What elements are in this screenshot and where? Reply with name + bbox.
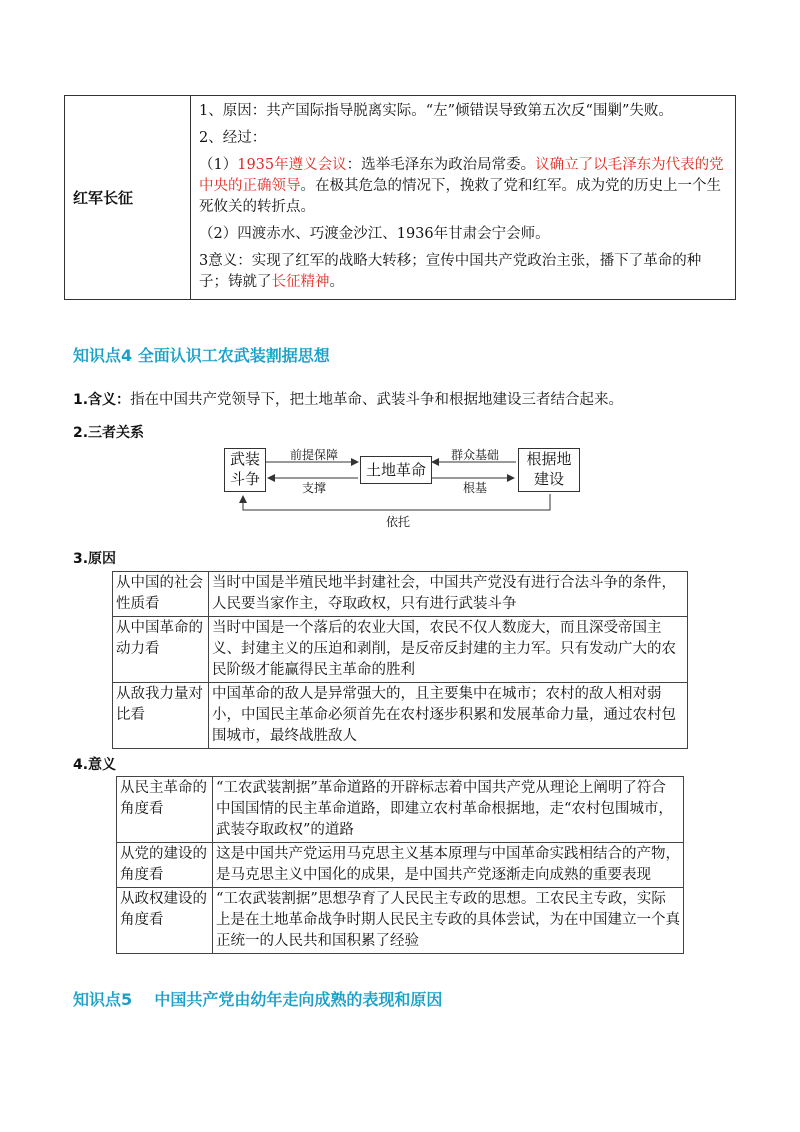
section4-relation-label: 2.三者关系 [73, 425, 145, 441]
long-march-table [64, 95, 736, 300]
table-row [117, 888, 684, 954]
reason-key: 从中国的社会性质看 [113, 572, 209, 617]
significance-table [116, 776, 684, 954]
relation-diagram [218, 442, 588, 532]
long-march-label: 红军长征 [65, 96, 191, 300]
section4-title: 知识点4 全面认识工农武装割据思想 [73, 346, 330, 365]
reason-value: 中国革命的敌人是异常强大的，且主要集中在城市；农村的敌人相对弱小，中国民主革命必须首先在农村逐步积累和发展革命力量，通过农村包围城市，最终战胜敌人 [209, 683, 688, 749]
label-premise: 前提保障 [289, 448, 338, 462]
significance-value: “工农武装割据”革命道路的开辟标志着中国共产党从理论上阐明了符合中国国情的民主革命道路，即建立农村革命根据地，走“农村包围城市，武装夺取政权”的道路 [213, 777, 684, 843]
significance-key: 从党的建设的角度看 [117, 843, 213, 888]
reason-key: 从敌我力量对比看 [113, 683, 209, 749]
section4-reasons-label: 3.原因 [73, 551, 117, 567]
label-support: 支撑 [301, 481, 326, 495]
significance-value: 这是中国共产党运用马克思主义基本原理与中国革命实践相结合的产物，是马克思主义中国化的成果，是中国共产党逐渐走向成熟的重要表现 [213, 843, 684, 888]
box-land-revolution: 土地革命 [360, 456, 432, 484]
long-march-content [191, 96, 736, 300]
table-row [113, 683, 688, 749]
long-march-spirit: 长征精神 [271, 274, 330, 290]
section5-title: 知识点5 中国共产党由幼年走向成熟的表现和原因 [73, 990, 443, 1009]
table-row [113, 617, 688, 683]
zunyi-leadership: 议确立了以毛泽东为代表的党中央的正确领导 [199, 157, 724, 194]
label-foundation: 根基 [462, 481, 487, 495]
reasons-table [112, 571, 688, 749]
zunyi-meeting: 1935年遵义会议 [237, 157, 347, 173]
label-mass-basis: 群众基础 [450, 448, 499, 462]
section4-significance-label: 4.意义 [73, 757, 117, 773]
long-march-route: （2）四渡赤水、巧渡金沙江、1936年甘肃会宁会师。 [199, 226, 550, 242]
table-row [117, 777, 684, 843]
reason-key: 从中国革命的动力看 [113, 617, 209, 683]
section4-meaning: 1.含义：指在中国共产党领导下，把土地革命、武装斗争和根据地建设三者结合起来。 [73, 392, 624, 408]
reason-value: 当时中国是半殖民地半封建社会，中国共产党没有进行合法斗争的条件，人民要当家作主，夺取政权，只有进行武装斗争 [209, 572, 688, 617]
long-march-process-title: 2、经过： [199, 130, 267, 146]
box-base-construction: 根据地 建设 [518, 448, 580, 492]
significance-value: “工农武装割据”思想孕育了人民民主专政的思想。工农民主专政，实际上是在土地革命战争时期人民民主专政的具体尝试，为在中国建立一个真正统一的人民共和国积累了经验 [213, 888, 684, 954]
significance-key: 从政权建设的角度看 [117, 888, 213, 954]
table-row [113, 572, 688, 617]
long-march-significance: 3意义：实现了红军的战略大转移；宣传中国共产党政治主张，播下了革命的种子；铸就了长征精神。 [199, 253, 702, 290]
table-row [117, 843, 684, 888]
significance-key: 从民主革命的角度看 [117, 777, 213, 843]
long-march-zunyi: （1）1935年遵义会议：选举毛泽东为政治局常委。议确立了以毛泽东为代表的党中央的正确领导。在极其危急的情况下，挽救了党和红军。成为党的历史上一个生死攸关的转折点。 [199, 157, 724, 215]
reason-value: 当时中国是一个落后的农业大国，农民不仅人数庞大，而且深受帝国主义、封建主义的压迫和剥削，是反帝反封建的主力军。只有发动广大的农民阶级才能赢得民主革命的胜利 [209, 617, 688, 683]
label-reliance: 依托 [385, 515, 410, 529]
box-armed-struggle: 武装 斗争 [224, 448, 266, 492]
long-march-cause: 1、原因：共产国际指导脱离实际。“左”倾错误导致第五次反“围剿”失败。 [199, 103, 673, 119]
